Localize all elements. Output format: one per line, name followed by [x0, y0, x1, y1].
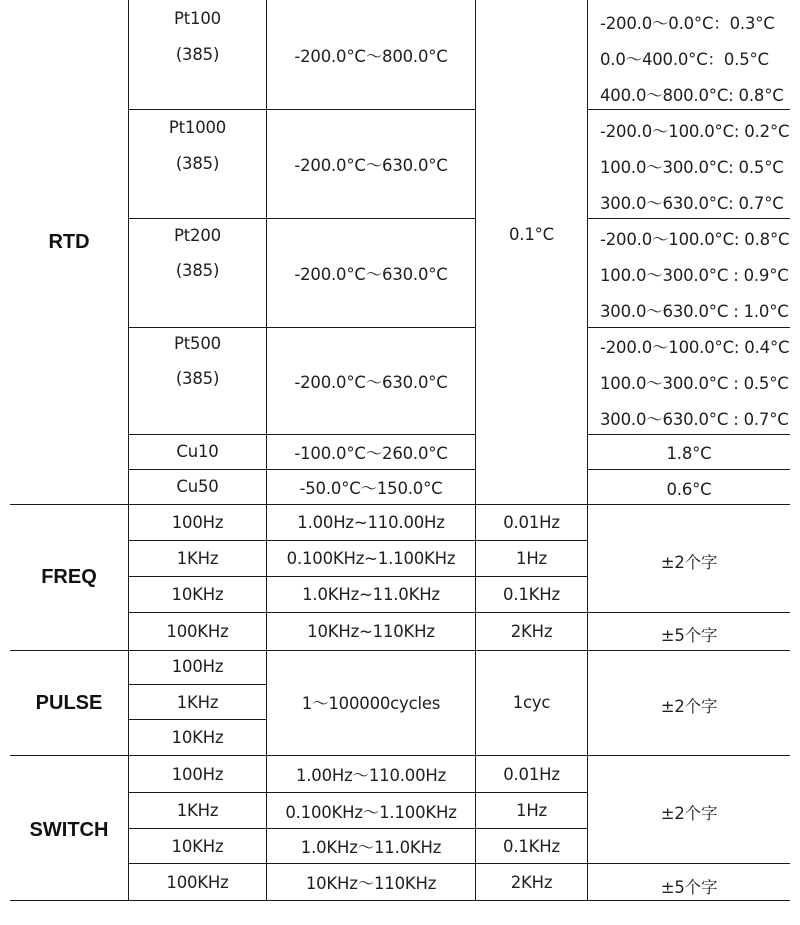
range-cell: -200.0°C～630.0°C [294, 264, 448, 284]
accuracy-cell: 300.0～630.0°C : 1.0°C [600, 302, 789, 321]
range-cell: 10KHz～110KHz [305, 874, 437, 893]
category-label: PULSE [35, 691, 103, 714]
sensor-cell: 100Hz [171, 513, 224, 532]
range-cell: 1.0KHz~11.0KHz [302, 585, 440, 604]
resolution-cell: 1Hz [516, 801, 547, 820]
accuracy-cell: ±5个字 [660, 625, 718, 645]
range-cell: 1.00Hz～110.00Hz [295, 766, 447, 785]
resolution-cell: 0.1KHz [503, 836, 560, 856]
category-label: FREQ [41, 566, 97, 588]
accuracy-cell: 400.0～800.0°C: 0.8°C [600, 86, 784, 105]
accuracy-cell: ±2个字 [660, 552, 718, 572]
range-cell: 0.100KHz～1.100KHz [285, 802, 457, 822]
accuracy-cell: -200.0～100.0°C: 0.4°C [600, 338, 790, 357]
resolution-cell: 2KHz [510, 622, 553, 641]
sensor-cell: 100Hz [171, 657, 224, 676]
sensor-cell: Cu10 [176, 442, 219, 461]
range-cell: -200.0°C～630.0°C [294, 155, 448, 175]
resolution-cell: 2KHz [510, 872, 553, 892]
accuracy-cell: 1.8°C [666, 444, 712, 463]
range-cell: -50.0°C～150.0°C [299, 478, 443, 498]
sensor-cell: 1KHz [176, 549, 219, 568]
range-cell: 1～100000cycles [301, 694, 441, 713]
sensor-cell: 10KHz [171, 836, 224, 856]
accuracy-cell: -200.0～0.0°C：0.3°C [600, 14, 775, 33]
sensor-cell: 100KHz [166, 872, 229, 892]
resolution-cell: 0.01Hz [503, 764, 560, 784]
resolution-cell: 1cyc [512, 692, 551, 712]
sensor-sub-cell: (385) [175, 153, 220, 173]
range-cell: 1.0KHz～11.0KHz [300, 838, 442, 857]
range-cell: -200.0°C～800.0°C [294, 46, 448, 66]
accuracy-cell: 0.6°C [666, 480, 712, 499]
sensor-sub-cell: (385) [175, 260, 220, 280]
category-label: RTD [48, 230, 90, 253]
sensor-cell: Pt500 [174, 333, 221, 353]
sensor-sub-cell: (385) [175, 368, 220, 388]
accuracy-cell: ±2个字 [660, 804, 718, 823]
range-cell: -200.0°C～630.0°C [294, 372, 448, 392]
sensor-sub-cell: (385) [175, 44, 220, 64]
resolution-cell: 0.1KHz [503, 585, 560, 604]
category-label: SWITCH [29, 818, 109, 841]
accuracy-cell: ±5个字 [660, 877, 718, 897]
range-cell: 0.100KHz~1.100KHz [286, 549, 456, 568]
range-cell: -100.0°C～260.0°C [294, 443, 448, 463]
sensor-cell: 10KHz [171, 728, 224, 747]
range-cell: 10KHz~110KHz [307, 622, 435, 641]
sensor-cell: 10KHz [171, 585, 224, 604]
sensor-cell: 100KHz [166, 622, 229, 641]
resolution-cell: 0.01Hz [503, 513, 560, 532]
sensor-cell: Pt100 [174, 8, 221, 28]
accuracy-cell: 0.0～400.0°C：0.5°C [600, 50, 769, 69]
resolution-cell: 0.1°C [508, 224, 554, 244]
sensor-cell: Pt1000 [168, 117, 227, 137]
accuracy-cell: ±2个字 [660, 697, 718, 716]
accuracy-cell: 100.0～300.0°C : 0.5°C [600, 374, 789, 393]
accuracy-cell: 300.0～630.0°C : 0.7°C [600, 410, 789, 429]
sensor-cell: 1KHz [176, 692, 219, 712]
sensor-cell: 1KHz [176, 801, 219, 820]
sensor-cell: Pt200 [174, 225, 221, 245]
sensor-cell: Cu50 [176, 477, 219, 496]
range-cell: 1.00Hz~110.00Hz [297, 513, 445, 532]
accuracy-cell: -200.0～100.0°C: 0.8°C [600, 230, 790, 249]
resolution-cell: 1Hz [516, 549, 547, 568]
accuracy-cell: 100.0～300.0°C: 0.5°C [600, 158, 784, 177]
sensor-cell: 100Hz [171, 764, 224, 784]
accuracy-cell: -200.0～100.0°C: 0.2°C [600, 122, 790, 141]
accuracy-cell: 100.0～300.0°C : 0.9°C [600, 266, 789, 285]
accuracy-cell: 300.0～630.0°C: 0.7°C [600, 194, 784, 213]
